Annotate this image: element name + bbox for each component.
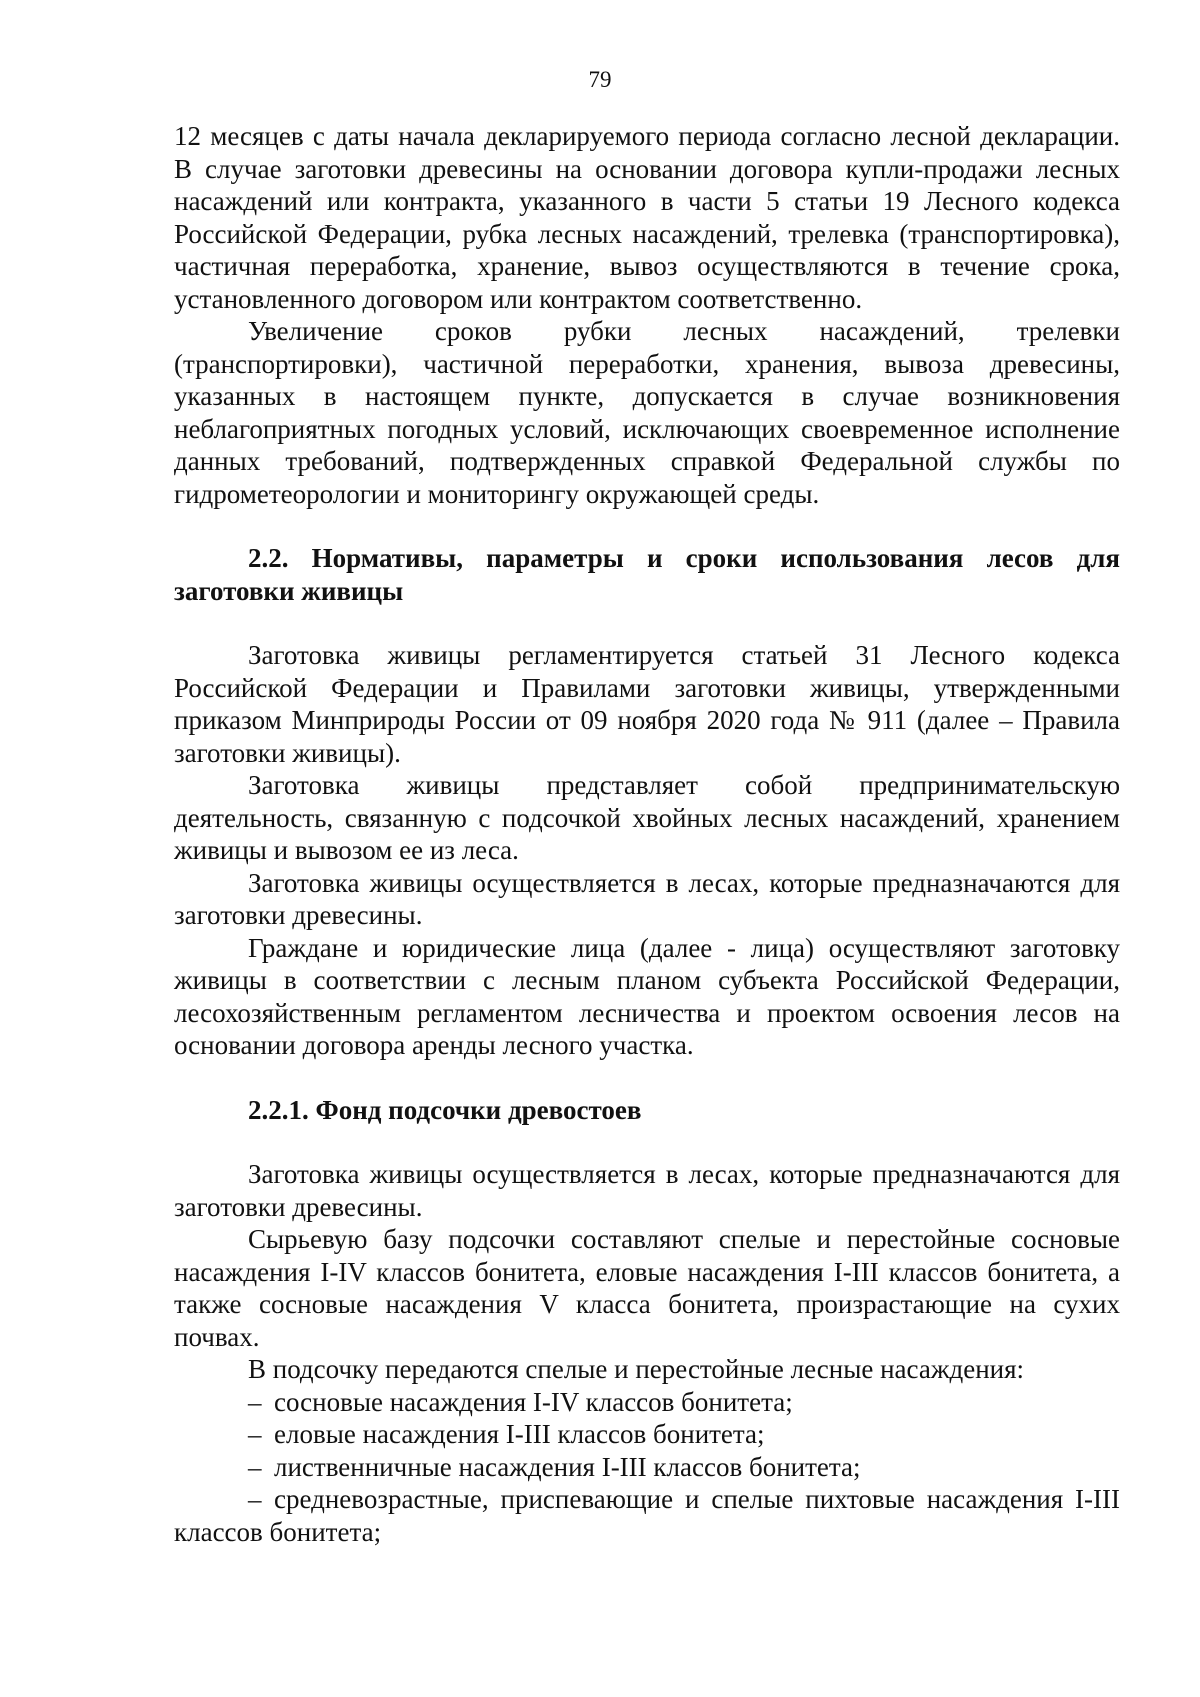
list-item-text: лиственничные насаждения I-III классов бонитета; [274,1451,861,1482]
section-heading: 2.2.1. Фонд подсочки древостоев [248,1094,642,1125]
section-gap [174,607,1120,639]
section-heading: 2.2. Нормативы, параметры и сроки использования лесов для заготовки живицы [174,543,1120,606]
paragraph: Граждане и юридические лица (далее - лица) осуществляют заготовку живицы в соответствии с лесным планом субъекта Российской Федерации, лесохозяйственным регламентом лесничества и проектом освоения лесов на основании договора аренды лесного участка. [174,932,1120,1060]
section-gap [174,510,1120,542]
paragraph: Заготовка живицы осуществляется в лесах, которые предназначаются для заготовки древесины. [174,867,1120,930]
list-dash: – [248,1484,262,1514]
section-gap [174,1062,1120,1094]
paragraph: Заготовка живицы представляет собой предпринимательскую деятельность, связанную с подсочкой хвойных лесных насаждений, хранением живицы и вывозом ее из леса. [174,770,1120,865]
list-item [174,1451,1120,1484]
section-gap [174,1126,1120,1158]
paragraph: Сырьевую базу подсочки составляют спелые и перестойные сосновые насаждения I-IV классов бонитета, еловые насаждения I-III классов бонитета, а также сосновые насаждения V класса бонитета, произрастающие на сухих почвах. [174,1224,1120,1352]
list-dash: – [248,1419,262,1449]
paragraph: Увеличение сроков рубки лесных насаждений, трелевки (транспортировки), частичной переработки, хранения, вывоза древесины, указанных в настоящем пункте, допускается в случае возникновения неблагоприятных погодных условий, исключающих своевременное исполнение данных требований, подтвержденных справкой Федеральной службы по гидрометеорологии и мониторингу окружающей среды. [174,316,1120,509]
list-item-text: средневозрастные, приспевающие и спелые пихтовые насаждения I-III классов бонитета; [174,1484,1120,1547]
paragraph: В подсочку передаются спелые и перестойные лесные насаждения: [248,1354,1025,1384]
list-dash: – [248,1451,262,1482]
list-item [174,1386,1120,1419]
paragraph: Заготовка живицы регламентируется статьей 31 Лесного кодекса Российской Федерации и Правилами заготовки живицы, утвержденными приказом Минприроды России от 09 ноября 2020 года № 911 (далее – Правила заготовки живицы). [174,640,1120,768]
list-item [174,1418,1120,1451]
document-body [174,120,1120,1548]
list-item-text: еловые насаждения I-III классов бонитета; [274,1419,765,1449]
paragraph: 12 месяцев с даты начала декларируемого периода согласно лесной декларации. В случае заготовки древесины на основании договора купли-продажи лесных насаждений или контракта, указанного в части 5 статьи 19 Лесного кодекса Российской Федерации, рубка лесных насаждений, трелевка (транспортировка), частичная переработка, хранение, вывоз осуществляются в течение срока, установленного договором или контрактом соответственно. [174,121,1120,314]
list-item-text: сосновые насаждения I-IV классов бонитета; [274,1386,793,1417]
list-item [174,1483,1120,1548]
list-dash: – [248,1386,262,1417]
page-number: 79 [588,67,612,92]
paragraph: Заготовка живицы осуществляется в лесах, которые предназначаются для заготовки древесины. [174,1159,1120,1222]
